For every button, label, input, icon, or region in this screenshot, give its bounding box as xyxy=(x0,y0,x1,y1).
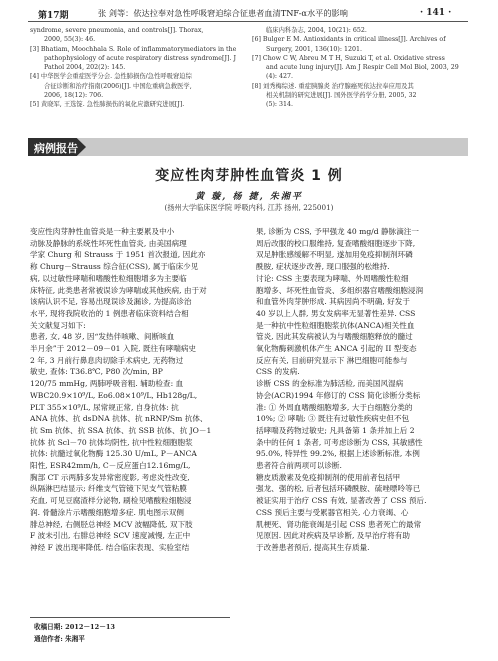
ref-line: 合征诊断和治疗指南(2006)[J]. 中国危重病急救医学, xyxy=(44,82,192,90)
body-line: 反应有关, 目前研究显示下 淋巴细胞可能参与 xyxy=(256,355,408,365)
body-line: CSS 预后主要与受累器官相关, 心力衰竭、心 xyxy=(256,507,409,517)
body-line: 条中的任何 1 条者, 可考虑诊断为 CSS, 其敏感性 xyxy=(256,437,423,447)
body-line: 管炎, 因此其发病被认为与嗜酸细胞释放的髓过 xyxy=(256,332,413,342)
body-line: 水平, 现将我院收治的 1 例患者临床资料结合相 xyxy=(30,308,189,318)
ref-line: Surgery, 2001, 136(10): 1201. xyxy=(266,45,362,53)
body-line: CSS 的发病. xyxy=(256,367,300,377)
body-line: F 波未引出, 右腓总神经 SCV 速度减慢, 左正中 xyxy=(30,531,191,541)
ref-line: [3] Bhatiam, Moochhala S. Role of inflammatorymediators in the xyxy=(30,45,237,53)
page-number: · 141 · xyxy=(420,8,452,18)
body-line: 糖皮质激素及免疫抑制剂的使用前者包括甲 xyxy=(256,472,401,482)
body-line: ANA 抗体、抗 dsDNA 抗体、抗 nRNP/Sm 抗体、 xyxy=(30,414,208,424)
body-line: 称 Churg－Strauss 综合征(CSS), 属于临床少见 xyxy=(30,262,199,272)
body-line: 抗体 抗 Scl－70 抗体均阴性, 抗中性粒细胞胞浆 xyxy=(30,437,193,447)
body-line: 该病认识不足, 容易出现误诊及漏诊, 为提高诊治 xyxy=(30,297,192,307)
right-column xyxy=(256,226,472,554)
body-line: 纵隔淋巴结显示; 纤维支气管镜下见支气管粘膜 xyxy=(30,484,187,494)
header-rule xyxy=(28,21,468,22)
body-line: 诊断 CSS 的金标准为肺活检, 而美国风湿病 xyxy=(256,379,404,389)
body-line: 阳性, ESR42mm/h, C－反应蛋白12.16mg/L, xyxy=(30,461,191,471)
body-line: 胸部 CT 示两肺多发异常密度影, 考虑炎性改变, xyxy=(30,472,190,482)
body-line: 2 年, 3 月前行鼻息肉切除手术病史, 无药物过 xyxy=(30,355,184,365)
body-line: WBC20.9×10⁹/L, Eo6.08×10⁹/L, Hb128g/L, xyxy=(30,390,198,400)
ref-line: 相关机制的研究进展[J]. 国外医学药学分册, 2005, 32 xyxy=(266,92,417,100)
body-line: 10%; ② 哮喘; ③ 既往有过敏性疾病史但不包 xyxy=(256,414,410,424)
body-line: 强龙、强的松, 后者包括环磷酰胺、硫唑嘌呤等已 xyxy=(256,484,421,494)
body-line: 于改善患者预后, 提高其生存质量. xyxy=(256,542,370,552)
body-line: 40 岁以上人群, 男女发病率无显著性差异. CSS xyxy=(256,308,416,318)
body-line: 括哮喘及药物过敏史; 凡具备第 1 条并加上后 2 xyxy=(256,425,415,435)
body-line: 润. 骨髓涂片示嗜酸细胞增多症. 肌电图示双侧 xyxy=(30,507,184,517)
body-line: 120/75 mmHg, 两肺呼吸音粗. 辅助检查: 血 xyxy=(30,379,184,389)
body-line: 被证实用于治疗 CSS 有效, 显著改善了 CSS 预后. xyxy=(256,496,427,506)
body-line: 学家 Churg 和 Strauss 于 1951 首次报道, 因此亦 xyxy=(30,250,206,260)
body-line: 半月余”于 2012－09－01 入院, 既往有哮喘病史 xyxy=(30,344,197,354)
body-line: 协会(ACR)1994 年修订的 CSS 简化诊断分类标 xyxy=(256,390,421,400)
ref-line: syndrome, severe pneumonia, and controls[J]. Thorax, xyxy=(30,27,204,34)
body-line: 95.0%, 特异性 99.2%, 根据上述诊断标准, 本例 xyxy=(256,449,420,459)
article-affiliation: (扬州大学临床医学院 呼吸内科, 江苏 扬州, 225001) xyxy=(164,203,334,212)
body-line: 双足肿胀感缓解不明显, 遂加用免疫抑制剂环磷 xyxy=(256,250,413,260)
ref-line: [7] Chow C W, Abreu M T H, Suzuki T, et al. Oxidative stress xyxy=(252,54,445,62)
ref-line: [4] 中华医学会重症医学分会. 急性肺损伤/急性呼吸窘迫综 xyxy=(30,73,192,81)
ref-line: [5] 黄晓军, 王选锭. 急性肺损伤的氧化应激研究进展[J]. xyxy=(30,101,185,109)
body-line: 抗 Sm 抗体、抗 SSA 抗体、抗 SSB 抗体、抗 JO－1 xyxy=(30,425,212,435)
ref-line: [8] 刘秀梅综述. 重症胰腺炎 治疗腺癌死依达拉奉应用及其 xyxy=(252,82,414,90)
ref-line: and acute lung injury[J]. Am J Respir Cell Mol Biol, 2003, 29 xyxy=(266,64,459,72)
body-line: 关文献复习如下: xyxy=(30,320,86,330)
left-column xyxy=(30,226,246,554)
body-line: 敏史, 查体: T36.8℃, P80 次/min, BP xyxy=(30,367,163,377)
body-line: 胞增多、坏死性血管炎、多组织器官嗜酸细胞浸润 xyxy=(256,285,424,295)
ref-line: (4): 427. xyxy=(266,73,294,81)
ref-line: 临床内科杂志, 2004, 10(21): 652. xyxy=(266,27,367,34)
body-line: 病, 以过敏性哮喘和嗜酸性粒细胞增多为主要临 xyxy=(30,273,187,283)
corresponding-author: 通信作者: 朱湘平 xyxy=(34,635,85,643)
body-line: 充血, 可见豆腐渣样分泌物, 刷检见嗜酸粒细胞浸 xyxy=(30,496,192,506)
body-line: 患者, 女, 48 岁, 因“发热伴咳嗽、间断咳血 xyxy=(30,332,175,342)
article-title: 变应性肉芽肿性血管炎 1 例 xyxy=(155,168,343,184)
body-line: 抗体: 抗髓过氧化物酶 125.30 U/mL, P－ANCA xyxy=(30,449,197,459)
article-authors: 黄 璇, 杨 捷, 朱湘平 xyxy=(195,192,303,202)
body-line: 准: ① 外周血嗜酸细胞增多, 大于白细胞分类的 xyxy=(256,402,413,412)
body-line: 讨论: CSS 主要表现为哮喘、外周嗜酸性粒细 xyxy=(256,273,409,283)
body-line: 见原因. 因此对疾病及早诊断, 及早治疗将有助 xyxy=(256,531,410,541)
body-line: 氧化物酶刺激机体产生 ANCA 引起的 II 型变态 xyxy=(256,344,417,354)
body-line: 肌梗死、肾功能衰竭是引起 CSS 患者死亡的最常 xyxy=(256,519,422,529)
body-line: 和血管外肉芽肿形成. 其病因尚不明确, 好发于 xyxy=(256,297,410,307)
issue-label: 第17期 xyxy=(38,11,69,21)
body-line: 果, 诊断为 CSS, 予甲强龙 40 mg/d 静脉滴注一 xyxy=(256,227,419,236)
references-right xyxy=(252,26,470,110)
body-line: 周后改服的校口服维持, 复查嗜酸细胞逐步下降, xyxy=(256,238,416,248)
body-line: 动脉及静脉的系统性坏死性血管炎, 由美国病理 xyxy=(30,238,187,248)
body-line: 变应性肉芽肿性血管炎是一种主要累及中小 xyxy=(30,227,175,236)
section-banner xyxy=(28,138,468,156)
footnote-rule xyxy=(30,617,230,618)
references-left xyxy=(30,26,248,110)
running-title: 张 剑等：依达拉奉对急性呼吸窘迫综合征患者血清TNF-α水平的影响 xyxy=(98,8,348,18)
body-line: 床特征, 此类患者常被误诊为哮喘或其他疾病, 由于对 xyxy=(30,285,207,295)
ref-line: 2000, 55(3): 46. xyxy=(44,36,96,44)
body-line: 患者符合前两项可以诊断. xyxy=(256,461,342,471)
body-line: 腓总神经, 右侧胫总神经 MCV 波幅降低, 双下肢 xyxy=(30,519,193,529)
body-line: 神经 F 波出现率降低. 结合临床表现、实验室结 xyxy=(30,542,190,552)
body-line: 是一种抗中性粒细胞胞浆抗体(ANCA)相关性血 xyxy=(256,320,415,330)
ref-line: (5): 314. xyxy=(266,101,294,109)
ref-line: [6] Bulger E M. Antioxidants in critical illness[J]. Archives of xyxy=(252,36,446,44)
body-line: PLT 355×10⁹/L, 尿常规正常, 自身抗体: 抗 xyxy=(30,402,179,412)
received-date: 收稿日期: 2012－12－13 xyxy=(34,623,115,631)
ref-line: pathophysiology of acute respiratory distress syndrome[J]. J xyxy=(44,54,236,62)
body-line: 酰胺, 症状逐步改善, 现口服强的松维持. xyxy=(256,262,390,272)
ref-line: Pathol 2004, 202(2): 145. xyxy=(44,64,126,72)
ref-line: 2006, 18(12): 706. xyxy=(44,92,104,100)
section-banner-text: 病例报告 xyxy=(34,142,78,155)
